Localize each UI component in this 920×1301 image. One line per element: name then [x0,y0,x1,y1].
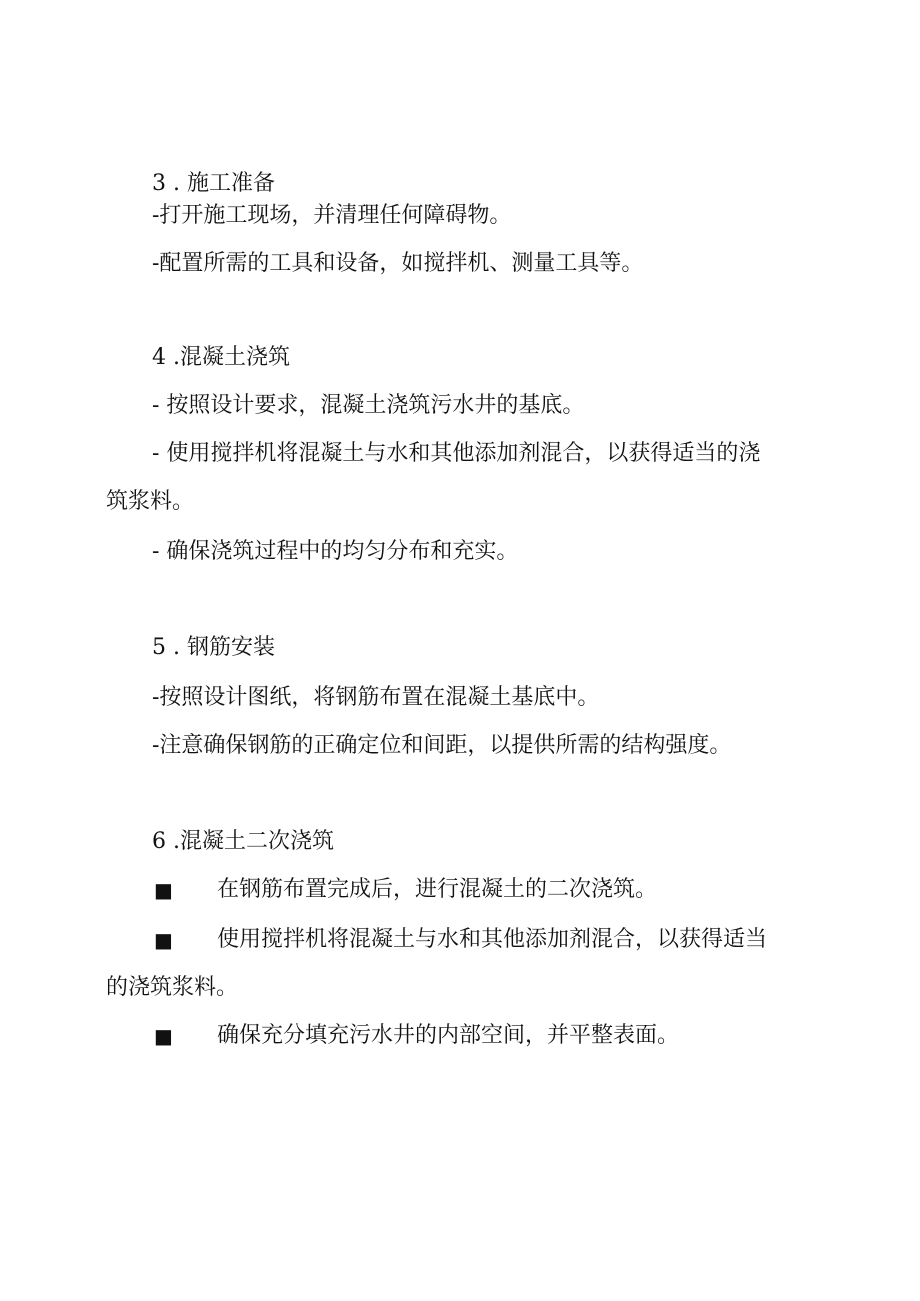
section-5-line-2: -注意确保钢筋的正确定位和间距，以提供所需的结构强度。 [152,733,732,758]
section-heading-4: 4 .混凝土浇筑 [152,345,290,370]
section-3-line-2: -配置所需的工具和设备，如搅拌机、测量工具等。 [152,251,644,276]
section-heading-3: 3 . 施工准备 [152,171,275,196]
section-4-line-2: - 使用搅拌机将混凝土与水和其他添加剂混合，以获得适当的浇 [152,441,761,466]
section-6-line-3: 确保充分填充污水井的内部空间，并平整表面。 [217,1023,680,1048]
section-6-line-1: 在钢筋布置完成后，进行混凝土的二次浇筑。 [217,877,658,902]
section-3-line-1: -打开施工现场，并清理任何障碍物。 [152,203,512,228]
section-4-line-1: - 按照设计要求，混凝土浇筑污水井的基底。 [152,393,585,418]
section-heading-5: 5 . 钢筋安装 [152,635,275,660]
section-heading-6: 6 .混凝土二次浇筑 [152,829,334,854]
section-4-line-2-continued: 筑浆料。 [106,489,195,514]
section-6-line-2: 使用搅拌机将混凝土与水和其他添加剂混合，以获得适当 [217,927,768,952]
bullet-square-icon: ■ [154,928,173,952]
section-6-line-2-continued: 的浇筑浆料。 [106,975,239,1000]
bullet-square-icon: ■ [154,878,173,902]
bullet-square-icon: ■ [154,1024,173,1048]
section-4-line-3: - 确保浇筑过程中的均匀分布和充实。 [152,539,519,564]
section-5-line-1: -按照设计图纸，将钢筋布置在混凝土基底中。 [152,685,600,710]
